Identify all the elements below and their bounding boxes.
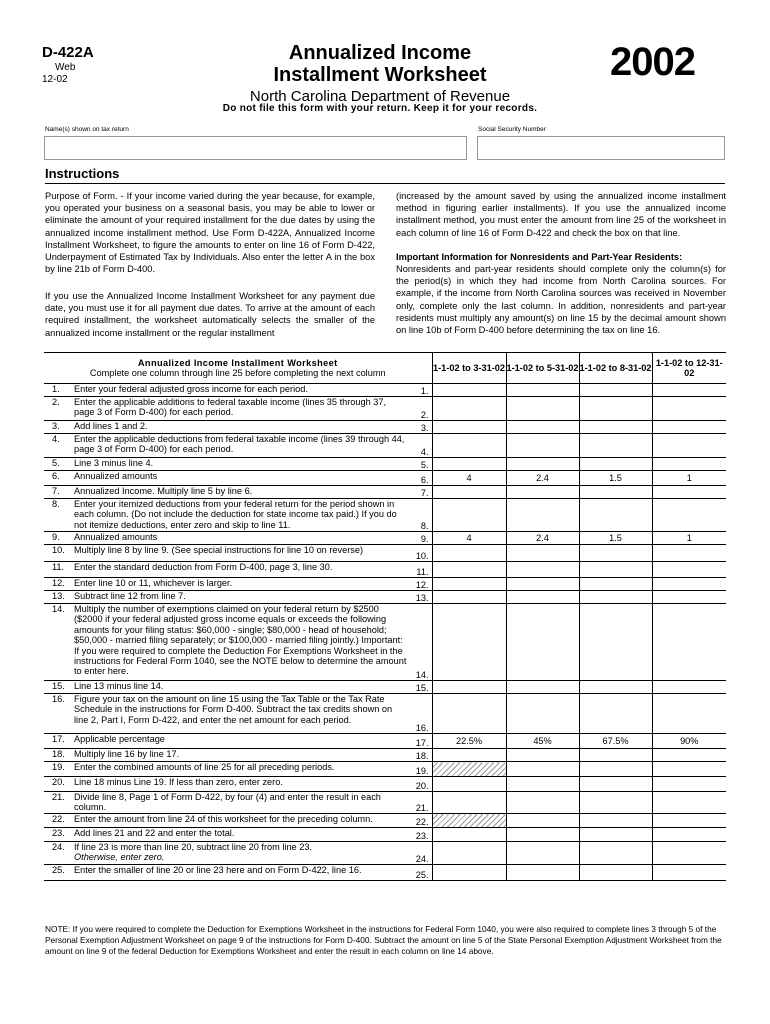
worksheet-row [44,814,726,828]
amount-cell[interactable] [579,792,652,814]
amount-cell[interactable] [652,814,726,828]
amount-cell[interactable] [432,828,506,842]
line-description-text: Multiply the number of exemptions claimed on your federal return by $2500 ($2000 if your federal adjusted gross income equals or exceeds the following amounts for your filing status: $60,000 - single; $80,000 - head of household; $50,000 - married filing separately; or $100,000 - married filing jointly.) Important: If you were required to complete the Deduction For Exemptions Worksheet in the instructions for Federal Form 1040, see the NOTE below to determine the amount to enter here. [74,604,407,677]
amount-cell[interactable] [506,828,579,842]
worksheet-row [44,842,726,865]
amount-cell[interactable] [432,384,506,397]
amount-cell: 90% [652,734,726,749]
line-description-text: Annualized amounts [74,471,158,481]
line-description-text: Enter the applicable deductions from federal taxable income (lines 39 through 44, page 3 of Form D-400) for each period. [74,434,405,455]
amount-cell[interactable] [579,814,652,828]
amount-cell[interactable] [506,792,579,814]
worksheet-row [44,545,726,562]
nonresident-paragraph: Nonresidents and part-year residents should complete only the column(s) for the period(s) in which they had income from North Carolina sources. For example, if the income from North Carolina sources was received in November only, complete only the last column. In addition, nonresidents and part-year residents must multiply any amount(s) on line 15 by the decimal amount shown on line 10b of Form D-400 before determining the tax on line 16. [396,264,726,336]
line-description-text: Figure your tax on the amount on line 15 using the Tax Table or the Tax Rate Schedule in the instructions for Form D-400. Subtract the tax credits shown on line 2, Part I, Form D-422, and enter the net amount for each period. [74,694,393,725]
worksheet-row [44,499,726,532]
form-revision-date: 12-02 [42,74,68,85]
line-number: 4. [44,434,74,458]
line-description-text: Enter your federal adjusted gross income for each period. [74,384,308,394]
worksheet-row [44,591,726,604]
nonresident-heading: Important Information for Nonresidents and Part-Year Residents: [396,252,683,262]
form-id: D-422A [42,44,94,61]
title-line-2: Installment Worksheet [273,64,487,86]
worksheet-row [44,749,726,762]
amount-cell[interactable] [506,562,579,578]
line-description-note: Otherwise, enter zero. [74,852,165,863]
line-number: 11. [44,562,74,578]
line-description [74,749,411,762]
amount-cell[interactable] [652,545,726,562]
amount-cell[interactable] [432,578,506,591]
worksheet-row [44,828,726,842]
amount-cell[interactable] [506,762,579,777]
payment-paragraph: If you use the Annualized Income Installment Worksheet for any payment due date, you must use it for all payment due dates. To arrive at the amount of each required installment, the worksheet automatically selects the smaller of the annualized income installment or the regular installment [45,291,375,338]
line-description-text: Multiply line 16 by line 17. [74,749,180,759]
amount-cell[interactable] [652,421,726,434]
line-label: 20. [411,777,432,792]
line-number: 19. [44,762,74,777]
line-label: 18. [411,749,432,762]
line-description-text: Annualized Income. Multiply line 5 by line 6. [74,486,253,496]
amount-cell[interactable] [506,434,579,458]
worksheet-title: Annualized Income Installment Worksheet [137,357,338,368]
line-description [74,578,411,591]
amount-cell[interactable] [506,499,579,532]
line-description-text: Divide line 8, Page 1 of Form D-422, by four (4) and enter the result in each column. [74,792,381,813]
instructions-heading: Instructions [45,166,120,181]
amount-cell[interactable] [652,562,726,578]
worksheet-row [44,532,726,545]
worksheet-note: NOTE: If you were required to complete the Deduction for Exemptions Worksheet in the instructions for Federal Form 1040, you were also required to complete lines 3 through 5 of the Personal Exemption Adjustment Worksheet on page 9 of the instructions for Form D-400. Subtract the amount on line 5 of the State Personal Exemption Adjustment Worksheet from the amount on line 9 of the federal Deduction for Exemptions Worksheet and enter the result in each column on line 14 above. [45,924,722,956]
line-description [74,532,411,545]
amount-cell[interactable] [432,591,506,604]
worksheet-row [44,434,726,458]
amount-cell[interactable] [506,591,579,604]
instructions-divider [45,183,725,184]
amount-cell[interactable] [652,604,726,681]
line-label: 17. [411,734,432,749]
amount-cell[interactable] [652,694,726,734]
line-number: 21. [44,792,74,814]
line-label: 24. [411,842,432,865]
amount-cell: 67.5% [579,734,652,749]
amount-cell[interactable] [579,421,652,434]
title-line-1: Annualized Income [288,42,472,64]
line-label: 14. [411,604,432,681]
line-label: 12. [411,578,432,591]
amount-cell: 45% [506,734,579,749]
line-description [74,842,411,865]
amount-cell[interactable] [506,604,579,681]
amount-cell[interactable] [432,499,506,532]
amount-cell[interactable] [432,434,506,458]
form-title [230,42,530,86]
department-name: North Carolina Department of Revenue [249,88,511,105]
method-paragraph: (increased by the amount saved by using the annualized income installment method in figuring earlier installments). If you use the annualized income installment method, you must enter the amount from line 25 of the worksheet in each column of line 16 of Form D-422 and check the box on that line. [396,191,726,238]
worksheet-row [44,562,726,578]
worksheet-row [44,421,726,434]
amount-cell[interactable] [652,749,726,762]
amount-cell[interactable] [432,694,506,734]
amount-cell[interactable] [652,397,726,421]
amount-cell[interactable] [432,604,506,681]
amount-cell[interactable] [579,384,652,397]
worksheet-row [44,486,726,499]
line-label: 5. [411,458,432,471]
line-description-text: Annualized amounts [74,532,158,542]
line-description [74,384,411,397]
line-description [74,434,411,458]
amount-cell: 2.4 [506,471,579,486]
line-number: 7. [44,486,74,499]
amount-cell[interactable] [652,499,726,532]
line-label: 19. [411,762,432,777]
amount-cell[interactable] [652,828,726,842]
line-label: 9. [411,532,432,545]
line-description-text: Line 13 minus line 14. [74,681,164,691]
line-description-text: If line 23 is more than line 20, subtract line 20 from line 23. [74,842,312,852]
line-label: 3. [411,421,432,434]
amount-cell: 1.5 [579,471,652,486]
line-description [74,397,411,421]
amount-cell[interactable] [652,578,726,591]
amount-cell[interactable] [579,434,652,458]
line-number: 9. [44,532,74,545]
worksheet-row [44,734,726,749]
ssn-input[interactable] [477,136,725,160]
line-number: 22. [44,814,74,828]
amount-cell[interactable] [506,486,579,499]
amount-cell[interactable] [506,681,579,694]
worksheet-row [44,604,726,681]
line-description [74,762,411,777]
column-header-4: 1-1-02 to 12-31-02 [652,353,726,384]
line-label: 10. [411,545,432,562]
line-label: 2. [411,397,432,421]
amount-cell[interactable] [579,681,652,694]
line-description [74,828,411,842]
line-description-text: Applicable percentage [74,734,165,744]
line-description [74,814,411,828]
amount-cell[interactable] [506,578,579,591]
amount-cell[interactable] [579,694,652,734]
amount-cell[interactable] [579,828,652,842]
amount-cell[interactable] [579,842,652,865]
worksheet-row [44,397,726,421]
line-number: 5. [44,458,74,471]
amount-cell: 1 [652,471,726,486]
amount-cell[interactable] [432,421,506,434]
line-description-text: Enter line 10 or 11, whichever is larger. [74,578,233,588]
line-label: 25. [411,865,432,881]
amount-cell: 2.4 [506,532,579,545]
amount-cell[interactable] [579,486,652,499]
amount-cell[interactable] [579,604,652,681]
worksheet-row [44,865,726,881]
line-description-text: Line 3 minus line 4. [74,458,154,468]
tax-year: 2002 [610,40,695,84]
line-description [74,545,411,562]
worksheet-row [44,471,726,486]
line-description [74,681,411,694]
line-number: 14. [44,604,74,681]
line-description [74,792,411,814]
line-number: 24. [44,842,74,865]
amount-cell: 4 [432,471,506,486]
line-number: 15. [44,681,74,694]
form-web-label: Web [55,62,76,73]
amount-cell[interactable] [432,397,506,421]
line-description [74,591,411,604]
line-description [74,486,411,499]
hatched-cell [432,814,506,828]
line-number: 6. [44,471,74,486]
amount-cell[interactable] [652,591,726,604]
line-number: 8. [44,499,74,532]
line-number: 25. [44,865,74,881]
amount-cell[interactable] [432,562,506,578]
line-description-text: Add lines 21 and 22 and enter the total. [74,828,235,838]
amount-cell[interactable] [579,458,652,471]
purpose-text: Purpose of Form. - If your income varied during the year because, for example, you operated your business on a seasonal basis, you may be able to lower or eliminate the amount of your required installment for the due dates by using the annualized income installment method. Use Form D-422A, Annualized Income Installment Worksheet, to figure the amounts to enter on line 16 of Form D-422, Underpayment of Estimated Tax by Individuals. Also enter the letter A in the box by line 21b of Form D-400. [45,191,375,275]
line-description [74,865,411,881]
line-label: 15. [411,681,432,694]
line-label: 1. [411,384,432,397]
line-description [74,499,411,532]
line-label: 23. [411,828,432,842]
amount-cell[interactable] [652,865,726,881]
line-label: 4. [411,434,432,458]
amount-cell[interactable] [432,486,506,499]
line-description [74,694,411,734]
amount-cell[interactable] [432,749,506,762]
amount-cell[interactable] [579,865,652,881]
amount-cell[interactable] [652,486,726,499]
worksheet-subtitle: Complete one column through line 25 before completing the next column [89,368,386,378]
amount-cell[interactable] [506,865,579,881]
line-number: 13. [44,591,74,604]
line-label: 7. [411,486,432,499]
amount-cell[interactable] [579,749,652,762]
line-number: 3. [44,421,74,434]
amount-cell[interactable] [579,545,652,562]
column-header-2: 1-1-02 to 5-31-02 [506,353,579,384]
line-description-text: Subtract line 12 from line 7. [74,591,186,601]
line-label: 8. [411,499,432,532]
amount-cell[interactable] [506,777,579,792]
name-input[interactable] [44,136,467,160]
line-description-text: Enter the applicable additions to federal taxable income (lines 35 through 37, page 3 of Form D-400) for each period. [74,397,387,418]
amount-cell[interactable] [579,562,652,578]
amount-cell[interactable] [652,681,726,694]
worksheet-table [44,352,726,881]
line-label: 22. [411,814,432,828]
amount-cell[interactable] [652,842,726,865]
amount-cell[interactable] [506,458,579,471]
amount-cell[interactable] [652,777,726,792]
amount-cell[interactable] [579,762,652,777]
line-description-text: Enter your itemized deductions from your federal return for the period shown in each column. (Do not include the deduction for state income tax paid.) If you do not itemize deductions, enter zero and skip to line 11. [74,499,397,530]
line-label: 11. [411,562,432,578]
amount-cell[interactable] [432,777,506,792]
amount-cell[interactable] [652,762,726,777]
line-number: 17. [44,734,74,749]
amount-cell[interactable] [432,792,506,814]
line-description [74,471,411,486]
line-number: 2. [44,397,74,421]
worksheet-row [44,762,726,777]
line-number: 18. [44,749,74,762]
worksheet-row [44,694,726,734]
amount-cell[interactable] [652,434,726,458]
hatched-cell [432,762,506,777]
column-header-3: 1-1-02 to 8-31-02 [579,353,652,384]
ssn-label: Social Security Number [478,126,546,133]
worksheet-header [44,353,432,384]
amount-cell[interactable] [652,384,726,397]
line-number: 10. [44,545,74,562]
amount-cell[interactable] [506,814,579,828]
worksheet-row [44,777,726,792]
amount-cell[interactable] [432,458,506,471]
line-description [74,734,411,749]
line-description-text: Enter the combined amounts of line 25 for all preceding periods. [74,762,335,772]
line-description [74,777,411,792]
worksheet-row [44,681,726,694]
line-number: 23. [44,828,74,842]
amount-cell[interactable] [579,777,652,792]
amount-cell: 1 [652,532,726,545]
line-number: 16. [44,694,74,734]
amount-cell[interactable] [579,499,652,532]
amount-cell[interactable] [432,545,506,562]
line-description-text: Line 18 minus Line 19. If less than zero, enter zero. [74,777,283,787]
records-notice: Do not file this form with your return. Keep it for your records. [222,103,538,114]
amount-cell: 1.5 [579,532,652,545]
line-description [74,458,411,471]
amount-cell[interactable] [652,458,726,471]
line-description-text: Enter the standard deduction from Form D-400, page 3, line 30. [74,562,333,572]
worksheet-row [44,458,726,471]
line-label: 16. [411,694,432,734]
worksheet-row [44,384,726,397]
line-number: 20. [44,777,74,792]
line-description [74,421,411,434]
line-description-text: Multiply line 8 by line 9. (See special instructions for line 10 on reverse) [74,545,364,555]
line-description-text: Enter the smaller of line 20 or line 23 here and on Form D-422, line 16. [74,865,362,875]
amount-cell[interactable] [579,591,652,604]
line-description-text: Add lines 1 and 2. [74,421,148,431]
line-label: 6. [411,471,432,486]
amount-cell[interactable] [432,842,506,865]
line-description [74,604,411,681]
column-header-1: 1-1-02 to 3-31-02 [432,353,506,384]
amount-cell[interactable] [506,842,579,865]
amount-cell[interactable] [506,421,579,434]
amount-cell[interactable] [506,384,579,397]
line-label: 21. [411,792,432,814]
amount-cell: 22.5% [432,734,506,749]
amount-cell[interactable] [579,397,652,421]
line-description [74,562,411,578]
amount-cell[interactable] [506,694,579,734]
amount-cell[interactable] [506,749,579,762]
line-number: 1. [44,384,74,397]
amount-cell[interactable] [506,545,579,562]
line-number: 12. [44,578,74,591]
purpose-paragraph [45,190,375,275]
amount-cell[interactable] [579,578,652,591]
line-label: 13. [411,591,432,604]
line-description-text: Enter the amount from line 24 of this worksheet for the preceding column. [74,814,373,824]
name-label: Name(s) shown on tax return [45,126,129,133]
amount-cell[interactable] [652,792,726,814]
amount-cell[interactable] [432,681,506,694]
worksheet-row [44,792,726,814]
amount-cell: 4 [432,532,506,545]
amount-cell[interactable] [506,397,579,421]
amount-cell[interactable] [432,865,506,881]
worksheet-row [44,578,726,591]
